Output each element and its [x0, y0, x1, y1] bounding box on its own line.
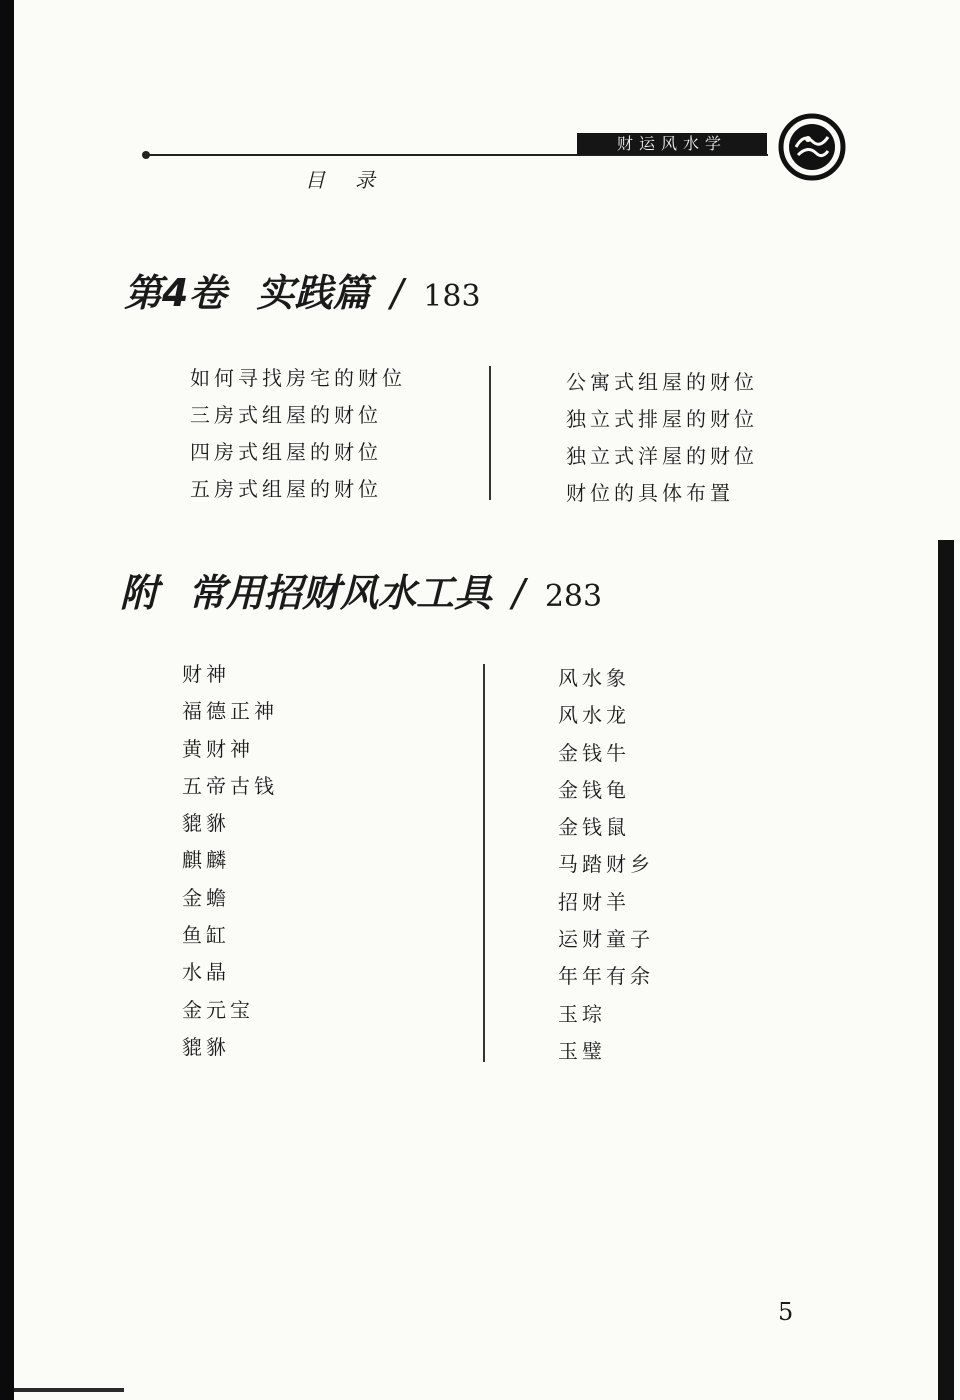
- chapter4-left-list: [190, 360, 406, 508]
- list-item: 金钱鼠: [558, 815, 630, 840]
- list-item: 鱼缸: [182, 923, 230, 948]
- list-item: 貔貅: [182, 811, 230, 836]
- list-item: 招财羊: [558, 889, 630, 914]
- list-item: 公寓式组屋的财位: [566, 370, 758, 394]
- chapter4-right-list: [566, 364, 758, 512]
- scan-edge-right: [938, 540, 954, 1400]
- list-item: 马踏财乡: [558, 852, 654, 877]
- list-item: 财神: [182, 662, 230, 686]
- appendix-slash: /: [512, 571, 525, 615]
- list-item: 福德正神: [182, 699, 278, 724]
- chapter4-column-divider: [489, 366, 491, 500]
- list-item: 金钱龟: [558, 777, 630, 802]
- appendix-column-divider: [483, 664, 485, 1062]
- list-item: 风水龙: [558, 703, 630, 728]
- list-item: 黄财神: [182, 736, 254, 761]
- list-item: 独立式洋屋的财位: [566, 444, 758, 468]
- list-item: 金蟾: [182, 885, 230, 910]
- chapter4-page: 183: [423, 279, 481, 314]
- scan-edge-left: [0, 0, 14, 1400]
- list-item: 玉璧: [558, 1038, 606, 1063]
- running-head-title: 财运风水学: [577, 133, 767, 155]
- book-emblem-icon: [778, 113, 846, 181]
- list-item: 四房式组屋的财位: [190, 440, 382, 464]
- list-item: 麒麟: [182, 848, 230, 873]
- section-label-contents: 目录: [305, 168, 405, 192]
- scan-edge-bottom: [14, 1388, 124, 1392]
- list-item: 年年有余: [558, 964, 654, 989]
- appendix-title: [120, 562, 602, 617]
- chapter4-slash: /: [390, 271, 404, 315]
- appendix-page: 283: [544, 579, 603, 614]
- list-item: 独立式排屋的财位: [566, 407, 758, 431]
- list-item: 五房式组屋的财位: [190, 477, 382, 501]
- list-item: 财位的具体布置: [566, 481, 734, 505]
- list-item: 运财童子: [558, 927, 654, 952]
- page-number: 5: [778, 1298, 794, 1326]
- chapter4-number: 第4卷: [124, 271, 227, 315]
- list-item: 金元宝: [182, 997, 254, 1022]
- list-item: 貔貅: [182, 1034, 230, 1059]
- list-item: 三房式组屋的财位: [190, 403, 382, 427]
- appendix-name: 常用招财风水工具: [188, 571, 493, 615]
- chapter4-name: 实践篇: [256, 271, 371, 315]
- list-item: 风水象: [558, 666, 630, 690]
- list-item: 五帝古钱: [182, 773, 278, 798]
- list-item: 玉琮: [558, 1001, 606, 1026]
- appendix-right-list: [558, 660, 654, 1070]
- appendix-label: 附: [120, 571, 159, 615]
- list-item: 如何寻找房宅的财位: [190, 366, 406, 390]
- list-item: 水晶: [182, 960, 230, 985]
- list-item: 金钱牛: [558, 740, 630, 765]
- chapter4-title: [124, 262, 481, 317]
- appendix-left-list: [182, 656, 278, 1066]
